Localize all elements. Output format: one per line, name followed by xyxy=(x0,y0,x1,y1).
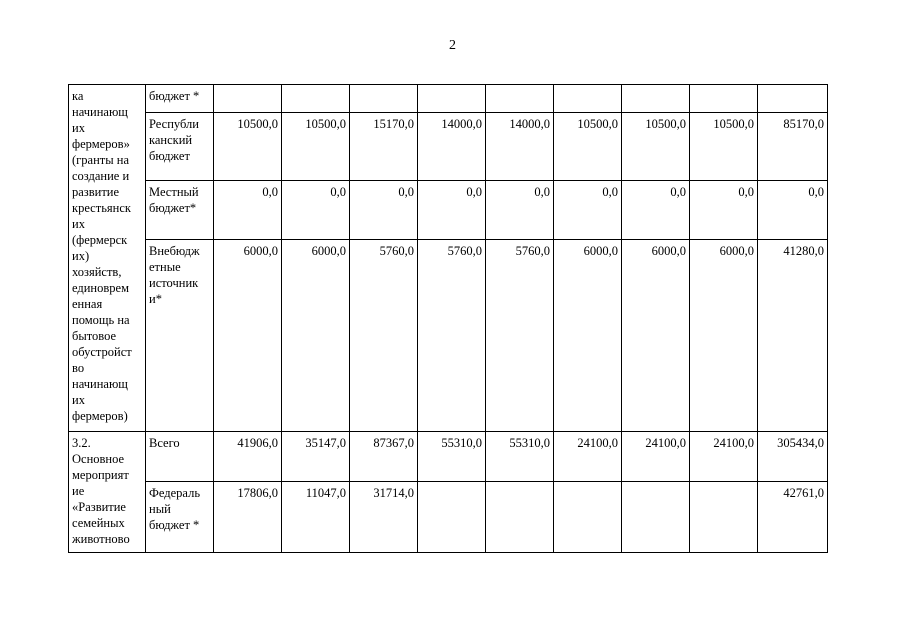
value-cell: 0,0 xyxy=(282,181,350,240)
value-cell: 14000,0 xyxy=(418,113,486,181)
value-cell: 14000,0 xyxy=(486,113,554,181)
total-cell: 85170,0 xyxy=(758,113,828,181)
total-cell: 41280,0 xyxy=(758,240,828,432)
value-cell: 17806,0 xyxy=(214,482,282,553)
value-cell: 0,0 xyxy=(554,181,622,240)
value-cell: 6000,0 xyxy=(214,240,282,432)
value-cell: 35147,0 xyxy=(282,432,350,482)
value-cell: 24100,0 xyxy=(690,432,758,482)
value-cell xyxy=(554,482,622,553)
value-cell xyxy=(350,85,418,113)
value-cell: 6000,0 xyxy=(554,240,622,432)
table-row xyxy=(69,181,828,240)
value-cell: 10500,0 xyxy=(622,113,690,181)
value-cell: 55310,0 xyxy=(418,432,486,482)
funding-source-cell xyxy=(146,181,214,240)
value-cell xyxy=(554,85,622,113)
value-cell: 6000,0 xyxy=(622,240,690,432)
table-row xyxy=(69,240,828,432)
funding-source-cell xyxy=(146,482,214,553)
value-cell: 0,0 xyxy=(622,181,690,240)
value-cell: 6000,0 xyxy=(690,240,758,432)
funding-source: Всего xyxy=(149,436,180,450)
value-cell xyxy=(690,482,758,553)
value-cell xyxy=(214,85,282,113)
value-cell: 10500,0 xyxy=(554,113,622,181)
value-cell: 10500,0 xyxy=(690,113,758,181)
total-cell: 0,0 xyxy=(758,181,828,240)
budget-table xyxy=(68,84,828,553)
value-cell xyxy=(486,482,554,553)
value-cell: 0,0 xyxy=(418,181,486,240)
funding-source: бюджет * xyxy=(149,89,200,103)
funding-source: Федераль ный бюджет * xyxy=(149,486,201,532)
value-cell xyxy=(622,85,690,113)
funding-source-cell xyxy=(146,432,214,482)
value-cell: 0,0 xyxy=(214,181,282,240)
funding-source-cell xyxy=(146,85,214,113)
value-cell xyxy=(690,85,758,113)
value-cell xyxy=(622,482,690,553)
value-cell: 0,0 xyxy=(486,181,554,240)
value-cell: 31714,0 xyxy=(350,482,418,553)
value-cell: 6000,0 xyxy=(282,240,350,432)
funding-source: Местный бюджет* xyxy=(149,185,199,215)
table-row xyxy=(69,113,828,181)
page-number: 2 xyxy=(449,38,456,53)
value-cell: 24100,0 xyxy=(622,432,690,482)
funding-source-cell xyxy=(146,240,214,432)
measure-name: 3.2. Основное мероприят ие «Развитие семейных животново xyxy=(72,436,130,546)
measure-name-cell xyxy=(69,85,146,432)
value-cell: 15170,0 xyxy=(350,113,418,181)
value-cell: 0,0 xyxy=(350,181,418,240)
total-cell xyxy=(758,85,828,113)
measure-name-cell xyxy=(69,432,146,553)
value-cell xyxy=(486,85,554,113)
value-cell: 41906,0 xyxy=(214,432,282,482)
value-cell xyxy=(282,85,350,113)
value-cell: 5760,0 xyxy=(418,240,486,432)
value-cell: 10500,0 xyxy=(214,113,282,181)
measure-name: ка начинающ их фермеров» (гранты на создание и развитие крестьянск их (фермерск их) хозяйств, единоврем енная помощь на бытовое обустройст во начинающ их фермеров) xyxy=(72,89,132,423)
value-cell: 10500,0 xyxy=(282,113,350,181)
total-cell: 42761,0 xyxy=(758,482,828,553)
value-cell: 87367,0 xyxy=(350,432,418,482)
value-cell: 55310,0 xyxy=(486,432,554,482)
funding-source: Внебюдж етные источник и* xyxy=(149,244,200,306)
funding-source: Республи канский бюджет xyxy=(149,117,199,163)
value-cell xyxy=(418,85,486,113)
total-cell: 305434,0 xyxy=(758,432,828,482)
table-row xyxy=(69,85,828,113)
value-cell: 5760,0 xyxy=(350,240,418,432)
value-cell: 24100,0 xyxy=(554,432,622,482)
table-row xyxy=(69,432,828,482)
table-row xyxy=(69,482,828,553)
value-cell: 5760,0 xyxy=(486,240,554,432)
funding-source-cell xyxy=(146,113,214,181)
value-cell xyxy=(418,482,486,553)
value-cell: 0,0 xyxy=(690,181,758,240)
value-cell: 11047,0 xyxy=(282,482,350,553)
